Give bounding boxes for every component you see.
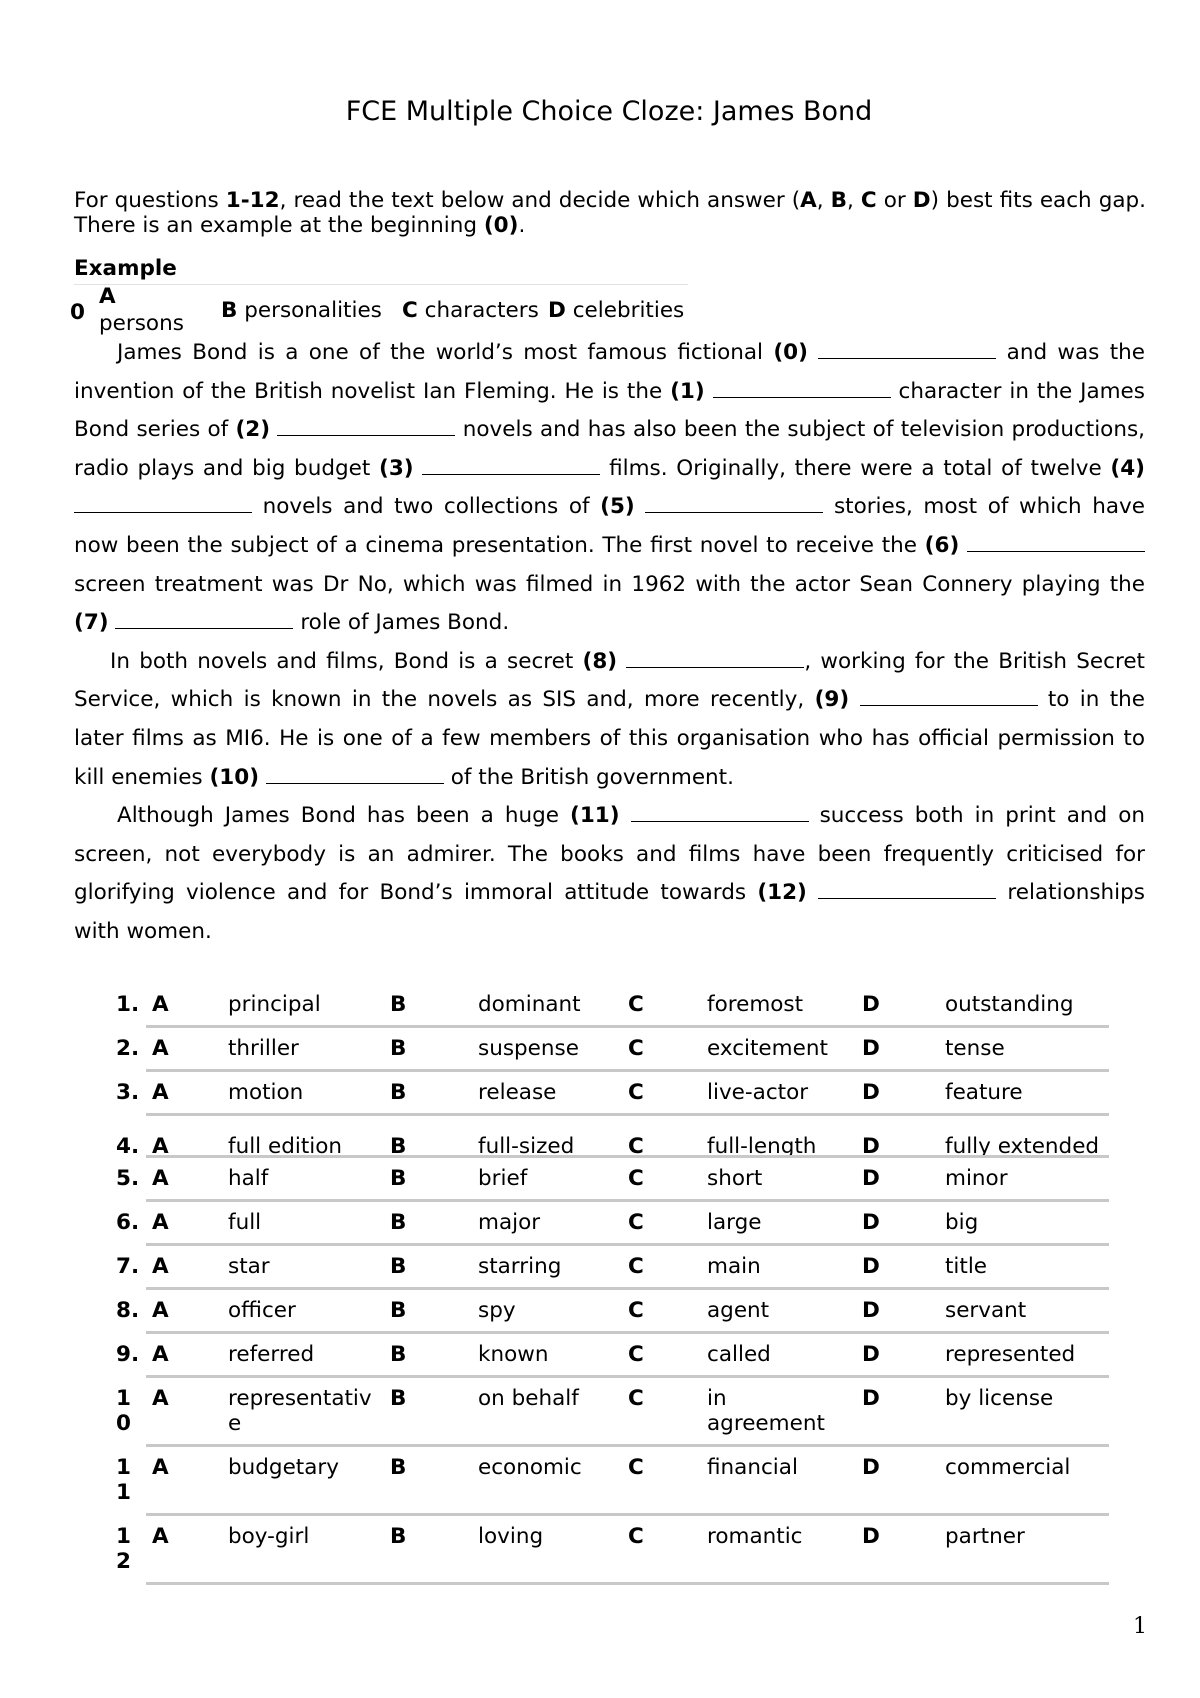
question-number — [116, 992, 139, 1017]
option-c-letter: C — [628, 1298, 644, 1323]
option-a[interactable] — [228, 1455, 339, 1480]
option-a[interactable] — [228, 1036, 299, 1061]
option-b-letter: B — [390, 1386, 407, 1411]
option-a-letter: A — [152, 1036, 169, 1061]
option-text: foremost — [707, 992, 804, 1017]
option-c-letter: C — [628, 1166, 644, 1191]
question-number-line: 6. — [116, 1210, 140, 1235]
option-d[interactable]: minor — [945, 1166, 1008, 1191]
question-number — [116, 1455, 131, 1505]
option-b-letter: B — [390, 1166, 407, 1191]
gap-number: (3) — [379, 455, 414, 481]
answer-gap[interactable] — [713, 375, 891, 398]
option-a-letter: A — [152, 1210, 169, 1235]
option-a[interactable] — [228, 1210, 261, 1235]
option-text: referred — [228, 1342, 315, 1367]
gap-number: (0) — [773, 340, 808, 365]
option-a[interactable] — [228, 1386, 372, 1436]
question-number-line: 2. — [116, 1036, 140, 1061]
question-number — [116, 1036, 139, 1061]
option-b[interactable]: dominant — [478, 992, 581, 1017]
example-divider — [74, 284, 688, 285]
question-number-line: 2 — [116, 1549, 131, 1574]
option-text: romantic — [707, 1524, 803, 1549]
gap-number: (12) — [757, 880, 807, 906]
option-b-letter: B — [390, 1455, 407, 1480]
question-number-line: 1 — [116, 1524, 131, 1549]
option-text: full — [228, 1210, 262, 1235]
option-d-letter: D — [862, 1254, 880, 1279]
example-option-c — [402, 298, 539, 323]
question-number-line: 1 — [116, 1480, 131, 1505]
answer-gap[interactable] — [860, 683, 1038, 706]
option-b-letter: B — [390, 1036, 407, 1061]
option-text: agreement — [707, 1411, 825, 1436]
option-text: full-length — [707, 1134, 817, 1159]
question-number — [116, 1080, 139, 1105]
option-text: star — [228, 1254, 270, 1279]
option-b[interactable]: loving — [478, 1524, 544, 1549]
answer-gap[interactable] — [645, 490, 823, 513]
option-c[interactable] — [707, 1166, 762, 1191]
option-d-letter: D — [862, 1166, 880, 1191]
question-row — [116, 1447, 1109, 1516]
option-d-letter: D — [862, 1298, 880, 1323]
option-c-letter: C — [628, 1254, 644, 1279]
option-text: live-actor — [707, 1080, 809, 1105]
option-a-letter: A — [152, 1386, 169, 1411]
gap-number: (1) — [670, 378, 705, 404]
gap-number: (11) — [570, 803, 620, 829]
question-number — [116, 1134, 139, 1159]
option-c[interactable] — [707, 1210, 762, 1235]
option-a[interactable] — [228, 1342, 314, 1367]
row-divider — [146, 1582, 1109, 1585]
instr-bold: (0) — [483, 213, 519, 238]
question-number-line: 3. — [116, 1080, 140, 1105]
instr-bold: C — [860, 188, 877, 213]
option-word: personalities — [244, 298, 382, 323]
option-text: called — [707, 1342, 771, 1367]
option-b-letter: B — [390, 1524, 407, 1549]
instr-text: , read the text below and decide which answer ( — [279, 188, 801, 213]
answer-gap[interactable] — [74, 490, 252, 513]
option-letter: D — [548, 298, 566, 323]
question-number-line: 0 — [116, 1411, 131, 1436]
row-divider — [146, 1113, 1109, 1116]
gap-number: (2) — [235, 417, 271, 443]
question-row — [116, 1028, 1109, 1072]
instr-text: For questions — [74, 188, 226, 213]
option-c-letter: C — [628, 1036, 644, 1061]
question-number-line: 4. — [116, 1134, 140, 1159]
answer-gap[interactable] — [266, 761, 444, 784]
option-d[interactable]: big — [945, 1210, 979, 1235]
option-c-letter: C — [628, 1342, 644, 1367]
question-row — [116, 1290, 1109, 1334]
option-b[interactable]: on behalf — [478, 1386, 579, 1411]
question-number-line: 1. — [116, 992, 140, 1017]
option-a[interactable] — [228, 1166, 268, 1191]
instr-bold: A — [800, 188, 817, 213]
question-row — [116, 1158, 1109, 1202]
option-a-letter: A — [152, 1080, 169, 1105]
instr-text: or — [876, 188, 913, 213]
answer-gap[interactable] — [818, 336, 996, 359]
page-title: FCE Multiple Choice Cloze: James Bond — [345, 96, 873, 127]
option-d[interactable]: servant — [945, 1298, 1027, 1323]
option-text: half — [228, 1166, 269, 1191]
answer-gap[interactable] — [967, 529, 1145, 552]
answer-gap[interactable] — [115, 606, 293, 629]
option-text: large — [707, 1210, 762, 1235]
question-row — [116, 984, 1109, 1028]
option-a[interactable] — [228, 1254, 270, 1279]
question-number-line: 5. — [116, 1166, 140, 1191]
option-d-letter: D — [862, 1134, 880, 1159]
question-row — [116, 1072, 1109, 1116]
option-c[interactable] — [707, 1298, 769, 1323]
option-text: e — [228, 1411, 242, 1436]
option-c-letter: C — [628, 992, 644, 1017]
question-number — [116, 1210, 139, 1235]
option-c-letter: C — [628, 1080, 644, 1105]
option-a[interactable] — [228, 1298, 296, 1323]
option-d-letter: D — [862, 1036, 880, 1061]
instr-text: , — [847, 188, 861, 213]
option-c-letter: C — [628, 1386, 644, 1411]
gap-number: (8) — [582, 648, 618, 674]
gap-number: (9) — [814, 687, 850, 713]
question-row — [116, 1126, 1109, 1158]
option-b[interactable]: economic — [478, 1455, 582, 1480]
option-text: officer — [228, 1298, 296, 1323]
question-number-line: 7. — [116, 1254, 140, 1279]
option-a-letter: A — [152, 1524, 169, 1549]
question-row — [116, 1378, 1109, 1447]
option-b[interactable]: starring — [478, 1254, 562, 1279]
option-text: in — [707, 1386, 727, 1411]
option-b-letter: B — [390, 992, 407, 1017]
option-c[interactable] — [707, 1254, 761, 1279]
option-a-letter: A — [152, 1134, 169, 1159]
option-text: main — [707, 1254, 761, 1279]
option-a-letter: A — [152, 1254, 169, 1279]
question-row — [116, 1334, 1109, 1378]
gap-number: (10) — [209, 764, 260, 790]
question-row — [116, 1202, 1109, 1246]
question-row — [116, 1516, 1109, 1585]
option-b-letter: B — [390, 1254, 407, 1279]
example-option-a-letter: A — [99, 284, 116, 309]
option-text: principal — [228, 992, 321, 1017]
answer-options-table — [116, 984, 1109, 1585]
instr-bold: 1-12 — [225, 188, 280, 213]
option-d-letter: D — [862, 992, 880, 1017]
option-text: budgetary — [228, 1455, 339, 1480]
passage-paragraph: In both novels and films, Bond is a secret (8) , working for the British Secret Service, which is known in the novels as SIS and, more recently, (9) to in the later films as MI6. He is one of a few members of this organisation who has official permission to kill enemies (10) of the British government. — [74, 643, 1145, 797]
option-text: short — [707, 1166, 763, 1191]
option-text: financial — [707, 1455, 798, 1480]
option-b[interactable]: release — [478, 1080, 557, 1105]
option-b[interactable]: suspense — [478, 1036, 579, 1061]
option-c[interactable] — [707, 1455, 798, 1480]
question-number — [116, 1386, 131, 1436]
option-a-letter: A — [152, 1455, 169, 1480]
option-c[interactable] — [707, 1342, 771, 1367]
instructions — [74, 188, 1146, 238]
option-b[interactable]: full-sized — [478, 1134, 575, 1159]
instr-text: ) best fits each gap. There is an example at the beginning — [74, 188, 1147, 238]
gap-number: (4) — [1110, 455, 1146, 481]
answer-gap[interactable] — [631, 799, 809, 822]
instr-text: , — [816, 188, 831, 213]
option-d[interactable]: outstanding — [945, 992, 1074, 1017]
gap-number: (7) — [74, 610, 109, 636]
option-c-letter: C — [628, 1210, 644, 1235]
option-c-letter: C — [628, 1134, 644, 1159]
option-text: agent — [707, 1298, 770, 1323]
option-word: celebrities — [572, 298, 685, 323]
example-heading: Example — [74, 256, 177, 281]
passage-paragraph: James Bond is a one of the world’s most famous fictional (0) and was the invention of the British novelist Ian Fleming. He is the (1) character in the James Bond series of (2) novels and has also been the subject of television productions, radio plays and big budget (3) films. Originally, there were a total of twelve (4) novels and two collections of (5) stories, most of which have now been the subject of a cinema presentation. The first novel to receive the (6) screen treatment was Dr No, which was filmed in 1962 with the actor Sean Connery playing the (7) role of James Bond. — [74, 334, 1145, 643]
option-text: motion — [228, 1080, 304, 1105]
answer-gap[interactable] — [626, 645, 804, 668]
option-c[interactable] — [707, 1080, 808, 1105]
question-number-line: 9. — [116, 1342, 140, 1367]
option-c[interactable] — [707, 1386, 825, 1436]
option-d-letter: D — [862, 1210, 880, 1235]
option-a-letter: A — [152, 1342, 169, 1367]
example-option-b — [221, 298, 382, 323]
option-word: characters — [424, 298, 539, 323]
option-text: thriller — [228, 1036, 299, 1061]
option-a-letter: A — [152, 1298, 169, 1323]
option-b[interactable]: major — [478, 1210, 541, 1235]
option-d[interactable]: partner — [945, 1524, 1025, 1549]
option-a-letter: A — [152, 992, 169, 1017]
gap-number: (6) — [924, 532, 960, 558]
answer-gap[interactable] — [422, 452, 600, 475]
option-d[interactable]: commercial — [945, 1455, 1071, 1480]
option-a[interactable] — [228, 992, 321, 1017]
option-b-letter: B — [390, 1210, 407, 1235]
gap-number: (5) — [600, 494, 635, 520]
option-d[interactable]: tense — [945, 1036, 1005, 1061]
option-d-letter: D — [862, 1455, 880, 1480]
option-d-letter: D — [862, 1080, 880, 1105]
answer-gap[interactable] — [277, 413, 455, 436]
question-number-line: 1 — [116, 1386, 131, 1411]
question-number — [116, 1166, 139, 1191]
question-number-line: 1 — [116, 1455, 131, 1480]
option-d[interactable]: fully extended — [945, 1134, 1100, 1159]
question-number-line: 8. — [116, 1298, 140, 1323]
option-c-letter: C — [628, 1524, 644, 1549]
cloze-passage — [74, 334, 1145, 952]
option-d[interactable]: title — [945, 1254, 988, 1279]
option-c[interactable] — [707, 992, 803, 1017]
page-number: 1 — [1133, 1614, 1147, 1639]
option-d-letter: D — [862, 1342, 880, 1367]
option-letter: C — [402, 298, 418, 323]
instr-text: . — [518, 213, 526, 238]
option-a-letter: A — [152, 1166, 169, 1191]
question-row — [116, 1246, 1109, 1290]
option-text: representativ — [228, 1386, 372, 1411]
instr-bold: D — [912, 188, 931, 213]
option-b-letter: B — [390, 1080, 407, 1105]
option-a[interactable] — [228, 1080, 303, 1105]
option-c[interactable] — [707, 1036, 828, 1061]
option-b[interactable]: spy — [478, 1298, 516, 1323]
option-d-letter: D — [862, 1386, 880, 1411]
option-text: boy-girl — [228, 1524, 310, 1549]
option-b-letter: B — [390, 1342, 407, 1367]
example-option-a: persons — [99, 311, 184, 336]
option-a[interactable] — [228, 1524, 309, 1549]
passage-paragraph: Although James Bond has been a huge (11) success both in print and on screen, not everybody is an admirer. The books and films have been frequently criticised for glorifying violence and for Bond’s immoral attitude towards (12) relationships with women. — [74, 797, 1145, 951]
option-c[interactable] — [707, 1524, 803, 1549]
option-text: full edition — [228, 1134, 343, 1159]
option-b[interactable]: known — [478, 1342, 549, 1367]
question-number — [116, 1524, 131, 1574]
option-d[interactable]: by license — [945, 1386, 1054, 1411]
instr-bold: B — [830, 188, 848, 213]
option-b[interactable]: brief — [478, 1166, 528, 1191]
option-text: excitement — [707, 1036, 828, 1061]
option-letter: B — [221, 298, 238, 323]
option-b-letter: B — [390, 1298, 407, 1323]
example-option-d — [548, 298, 684, 323]
answer-gap[interactable] — [818, 876, 996, 899]
option-b-letter: B — [390, 1134, 407, 1159]
option-c-letter: C — [628, 1455, 644, 1480]
question-number — [116, 1342, 139, 1367]
example-number: 0 — [70, 300, 85, 325]
option-d[interactable]: feature — [945, 1080, 1023, 1105]
question-number — [116, 1298, 139, 1323]
question-number — [116, 1254, 139, 1279]
option-d-letter: D — [862, 1524, 880, 1549]
option-d[interactable]: represented — [945, 1342, 1076, 1367]
